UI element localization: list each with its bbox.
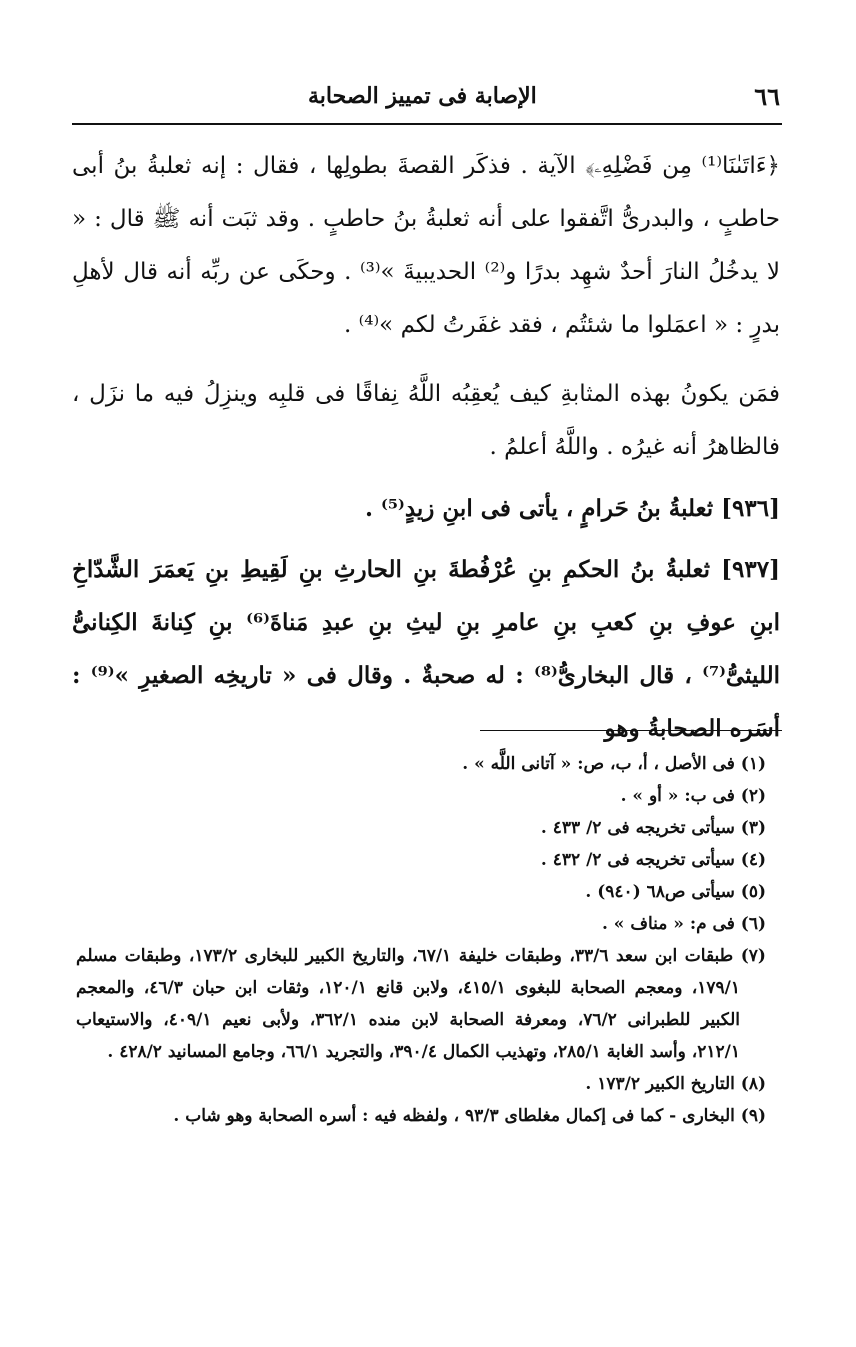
footnote-6: (٦) فى م: « مناف » .	[601, 914, 766, 934]
entry-937: [٩٣٧] ثعلبةُ بنُ الحكمِ بنِ عُرْفُطةَ بنِ الحارثِ بنِ لَقِيطِ بنِ يَعمَرَ الشَّدّاخِ ابنِ عوفِ بنِ كعبِ بنِ عامرِ بنِ ليثِ بنِ عبدِ مَناةَ⁽⁶⁾ بنِ كِنانةَ الكِنانىُّ الليثىُّ⁽⁷⁾ ، قال البخارىُّ⁽⁸⁾ : له صحبةٌ . وقال فى « تاريخِه الصغيرِ »⁽⁹⁾ : أسَره الصحابةُ وهو	[72, 556, 780, 742]
header-divider	[72, 123, 782, 125]
page-header	[78, 78, 780, 114]
footnote-1: (١) فى الأصل ، أ، ب، ص: « آتانى اللَّه » .	[462, 754, 766, 774]
footnotes	[76, 748, 766, 1132]
footnote-8: (٨) التاريخ الكبير ١٧٣/٢ .	[585, 1074, 766, 1094]
main-text	[72, 140, 780, 755]
footnote-5: (٥) سيأتى ص٦٨ (٩٤٠) .	[585, 882, 766, 902]
footnote-7: (٧) طبقات ابن سعد ٣٣/٦، وطبقات خليفة ٦٧/١، والتاريخ الكبير للبخارى ١٧٣/٢، وطبقات مسلم ١٧٩/١، ومعجم الصحابة للبغوى ٤١٥/١، ولابن قانع ١٢٠/١، وثقات ابن حبان ٤٦/٣، والمعجم الكبير للطبرانى ٧٦/٢، ومعرفة الصحابة لابن منده ٣٦٢/١، ولأبى نعيم ٤٠٩/١، والاستيعاب ٢١٢/١، وأسد الغابة ٢٨٥/١، وتهذيب الكمال ٣٩٠/٤، والتجريد ٦٦/١، وجامع المسانيد ٤٢٨/٢ .	[76, 946, 766, 1062]
footnote-4: (٤) سيأتى تخريجه فى ٢/ ٤٣٢ .	[540, 850, 766, 870]
footnote-2: (٢) فى ب: « أو » .	[620, 786, 766, 806]
footnote-3: (٣) سيأتى تخريجه فى ٢/ ٤٣٣ .	[540, 818, 766, 838]
entry-936: [٩٣٦] ثعلبةُ بنُ حَرامٍ ، يأتى فى ابنِ زيدٍ⁽⁵⁾ .	[365, 495, 780, 522]
footnote-divider	[480, 730, 782, 731]
paragraph-1: ﴿ءَاتَىٰنَا⁽¹⁾ مِن فَضْلِهِۦ﴾ الآية . فذكَر القصةَ بطولِها ، فقال : إنه ثعلبةُ بنُ أبى حاطبٍ ، والبدرىُّ اتَّفقوا على أنه ثعلبةُ بنُ حاطبٍ . وقد ثبَت أنه ﷺ قال : « لا يدخُلُ النارَ أحدٌ شهِد بدرًا و⁽²⁾ الحديبيةَ »⁽³⁾ . وحكَى عن ربِّه أنه قال لأهلِ بدرٍ : « اعمَلوا ما شئتُم ، فقد غفَرتُ لكم »⁽⁴⁾ .	[72, 153, 780, 338]
running-title: الإصابة فى تمييز الصحابة	[308, 83, 537, 109]
footnote-9: (٩) البخارى - كما فى إكمال مغلطاى ٩٣/٣ ، ولفظه فيه : أسره الصحابة وهو شاب .	[173, 1106, 766, 1126]
paragraph-2: فمَن يكونُ بهذه المثابةِ كيف يُعقِبُه اللَّهُ نِفاقًا فى قلبِه وينزِلُ فيه ما نزَل ، فالظاهرُ أنه غيرُه . واللَّهُ أعلمُ .	[72, 381, 780, 460]
page-number: ٦٦	[754, 81, 780, 111]
